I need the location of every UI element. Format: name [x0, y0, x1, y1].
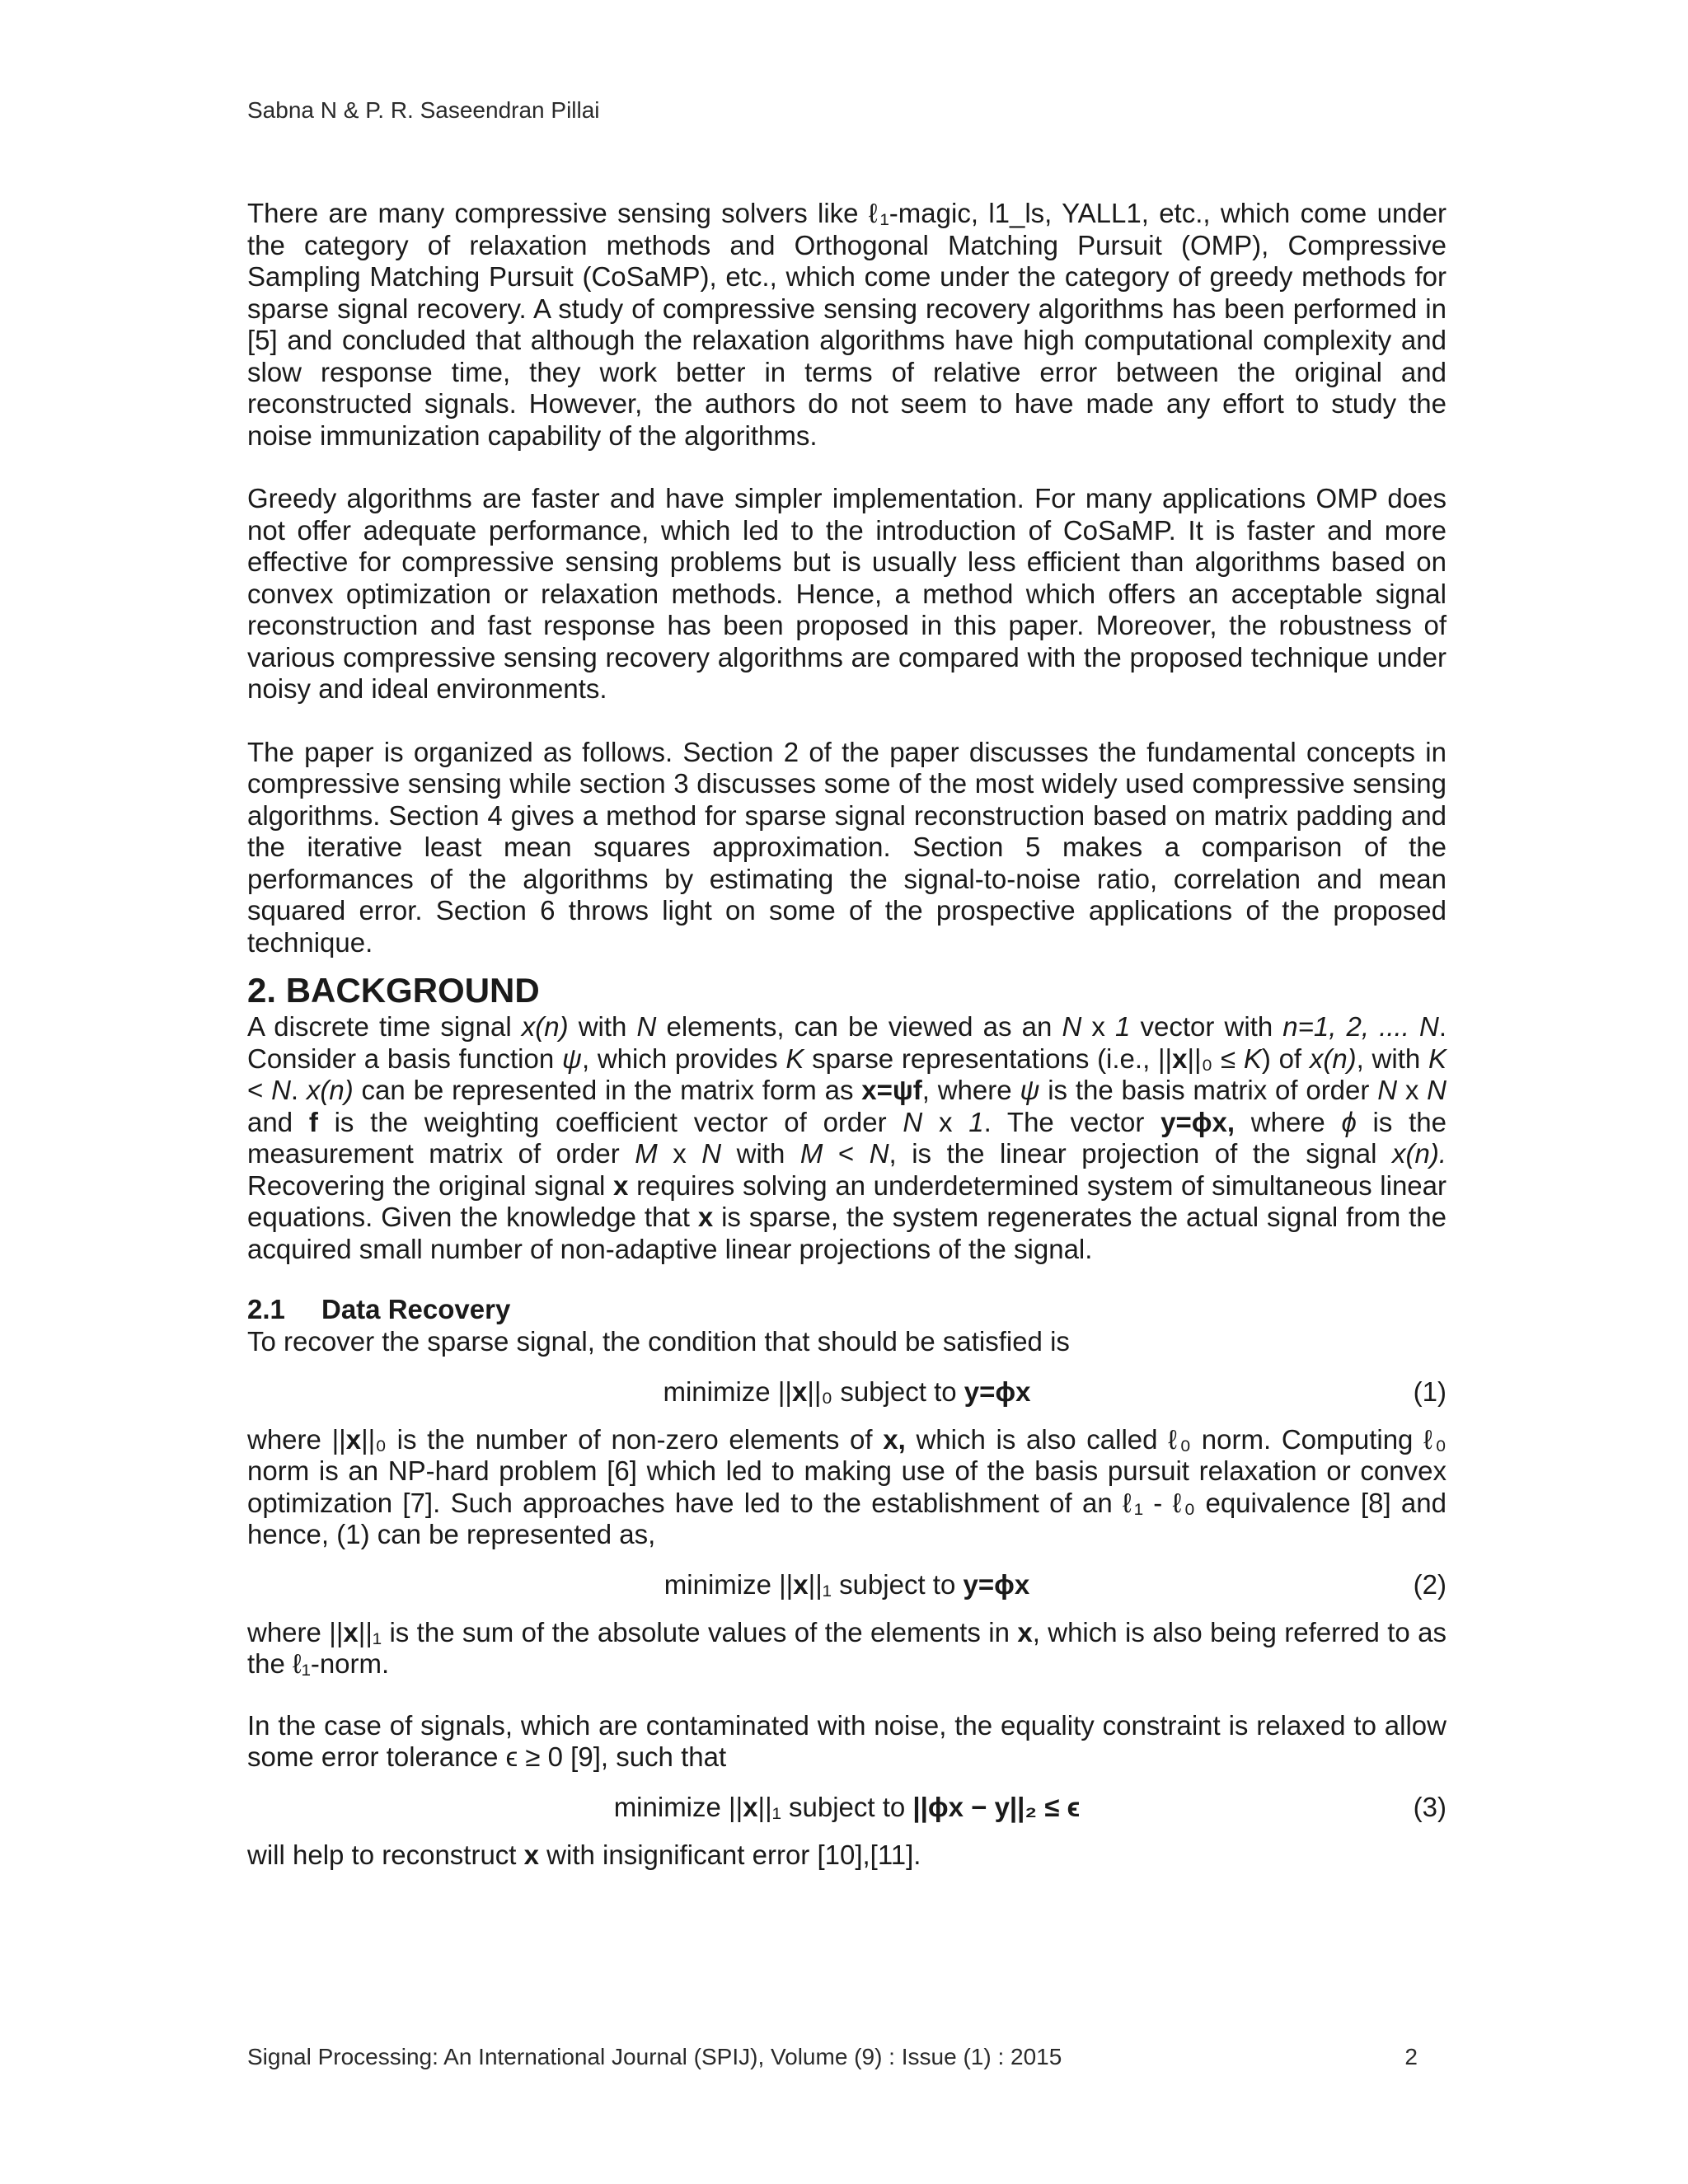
equation-1: minimize ||x||₀ subject to y=ϕx (1): [247, 1368, 1447, 1416]
paragraph-l1-norm: where ||x||₁ is the sum of the absolute values of the elements in x, which is also being referred to as the ℓ₁-norm.: [247, 1616, 1447, 1679]
subsection-heading-data-recovery: 2.1 Data Recovery: [247, 1294, 511, 1324]
paragraph-greedy: Greedy algorithms are faster and have simpler implementation. For many applications OMP does not offer adequate performance, which led to the introduction of CoSaMP. It is faster and more effective for compressive sensing problems but is usually less efficient than algorithms based on convex optimization or relaxation methods. Hence, a method which offers an acceptable signal reconstruction and fast response has been proposed in this paper. Moreover, the robustness of various compressive sensing recovery algorithms are compared with the proposed technique under noisy and ideal environments.: [247, 483, 1447, 704]
equation-2: minimize ||x||₁ subject to y=ϕx (2): [247, 1561, 1447, 1609]
equation-number: (1): [1413, 1376, 1447, 1407]
journal-citation: Signal Processing: An International Journal (SPIJ), Volume (9) : Issue (1) : 2015: [247, 2044, 1062, 2069]
paragraph-l0-norm: where ||x||₀ is the number of non-zero elements of x, which is also called ℓ₀ norm. Computing ℓ₀ norm is an NP-hard problem [6] which led to making use of the basis pursuit relaxation or convex optimization [7]. Such approaches have led to the establishment of an ℓ₁ - ℓ₀ equivalence [8] and hence, (1) can be represented as,: [247, 1423, 1447, 1549]
equation-number: (3): [1413, 1791, 1447, 1822]
section-heading-background: 2. BACKGROUND: [247, 971, 540, 1010]
paragraph-organization: The paper is organized as follows. Section 2 of the paper discusses the fundamental concepts in compressive sensing while section 3 discusses some of the most widely used compressive sensing algorithms. Section 4 gives a method for sparse signal reconstruction based on matrix padding and the iterative least mean squares approximation. Section 5 makes a comparison of the performances of the algorithms by estimating the signal-to-noise ratio, correlation and mean squared error. Section 6 throws light on some of the prospective applications of the proposed technique.: [247, 736, 1447, 958]
paragraph-reconstruct: will help to reconstruct x with insignificant error [10],[11].: [247, 1839, 921, 1870]
equation-number: (2): [1413, 1568, 1447, 1600]
body-text: [247, 198, 1447, 1871]
page-number: 2: [1404, 2044, 1418, 2069]
running-head: Sabna N & P. R. Saseendran Pillai: [247, 97, 600, 123]
paragraph-solvers: There are many compressive sensing solvers like ℓ₁-magic, l1_ls, YALL1, etc., which come under the category of relaxation methods and Orthogonal Matching Pursuit (OMP), Compressive Sampling Matching Pursuit (CoSaMP), etc., which come under the category of greedy methods for sparse signal recovery. A study of compressive sensing recovery algorithms has been performed in [5] and concluded that although the relaxation algorithms have high computational complexity and slow response time, they work better in terms of relative error between the original and reconstructed signals. However, the authors do not seem to have made any effort to study the noise immunization capability of the algorithms.: [247, 198, 1447, 451]
equation-3: minimize ||x||₁ subject to ||ϕx − y||₂ ≤ ϵ (3): [247, 1783, 1447, 1831]
page-footer: [247, 2044, 1418, 2070]
paragraph-recovery-intro: To recover the sparse signal, the condition that should be satisfied is: [247, 1326, 1070, 1357]
paragraph-noise: In the case of signals, which are contaminated with noise, the equality constraint is relaxed to allow some error tolerance ϵ ≥ 0 [9], such that: [247, 1709, 1447, 1772]
paragraph-background: A discrete time signal x(n) with N elements, can be viewed as an N x 1 vector with n=1, 2, .... N. Consider a basis function ψ, which provides K sparse representations (i.e., ||x||₀ ≤ K) of x(n), with K < N. x(n) can be represented in the matrix form as x=ψf, where ψ is the basis matrix of order N x N and f is the weighting coefficient vector of order N x 1. The vector y=ϕx, where ϕ is the measurement matrix of order M x N with M < N, is the linear projection of the signal x(n). Recovering the original signal x requires solving an underdetermined system of simultaneous linear equations. Given the knowledge that x is sparse, the system regenerates the actual signal from the acquired small number of non-adaptive linear projections of the signal.: [247, 1011, 1447, 1264]
